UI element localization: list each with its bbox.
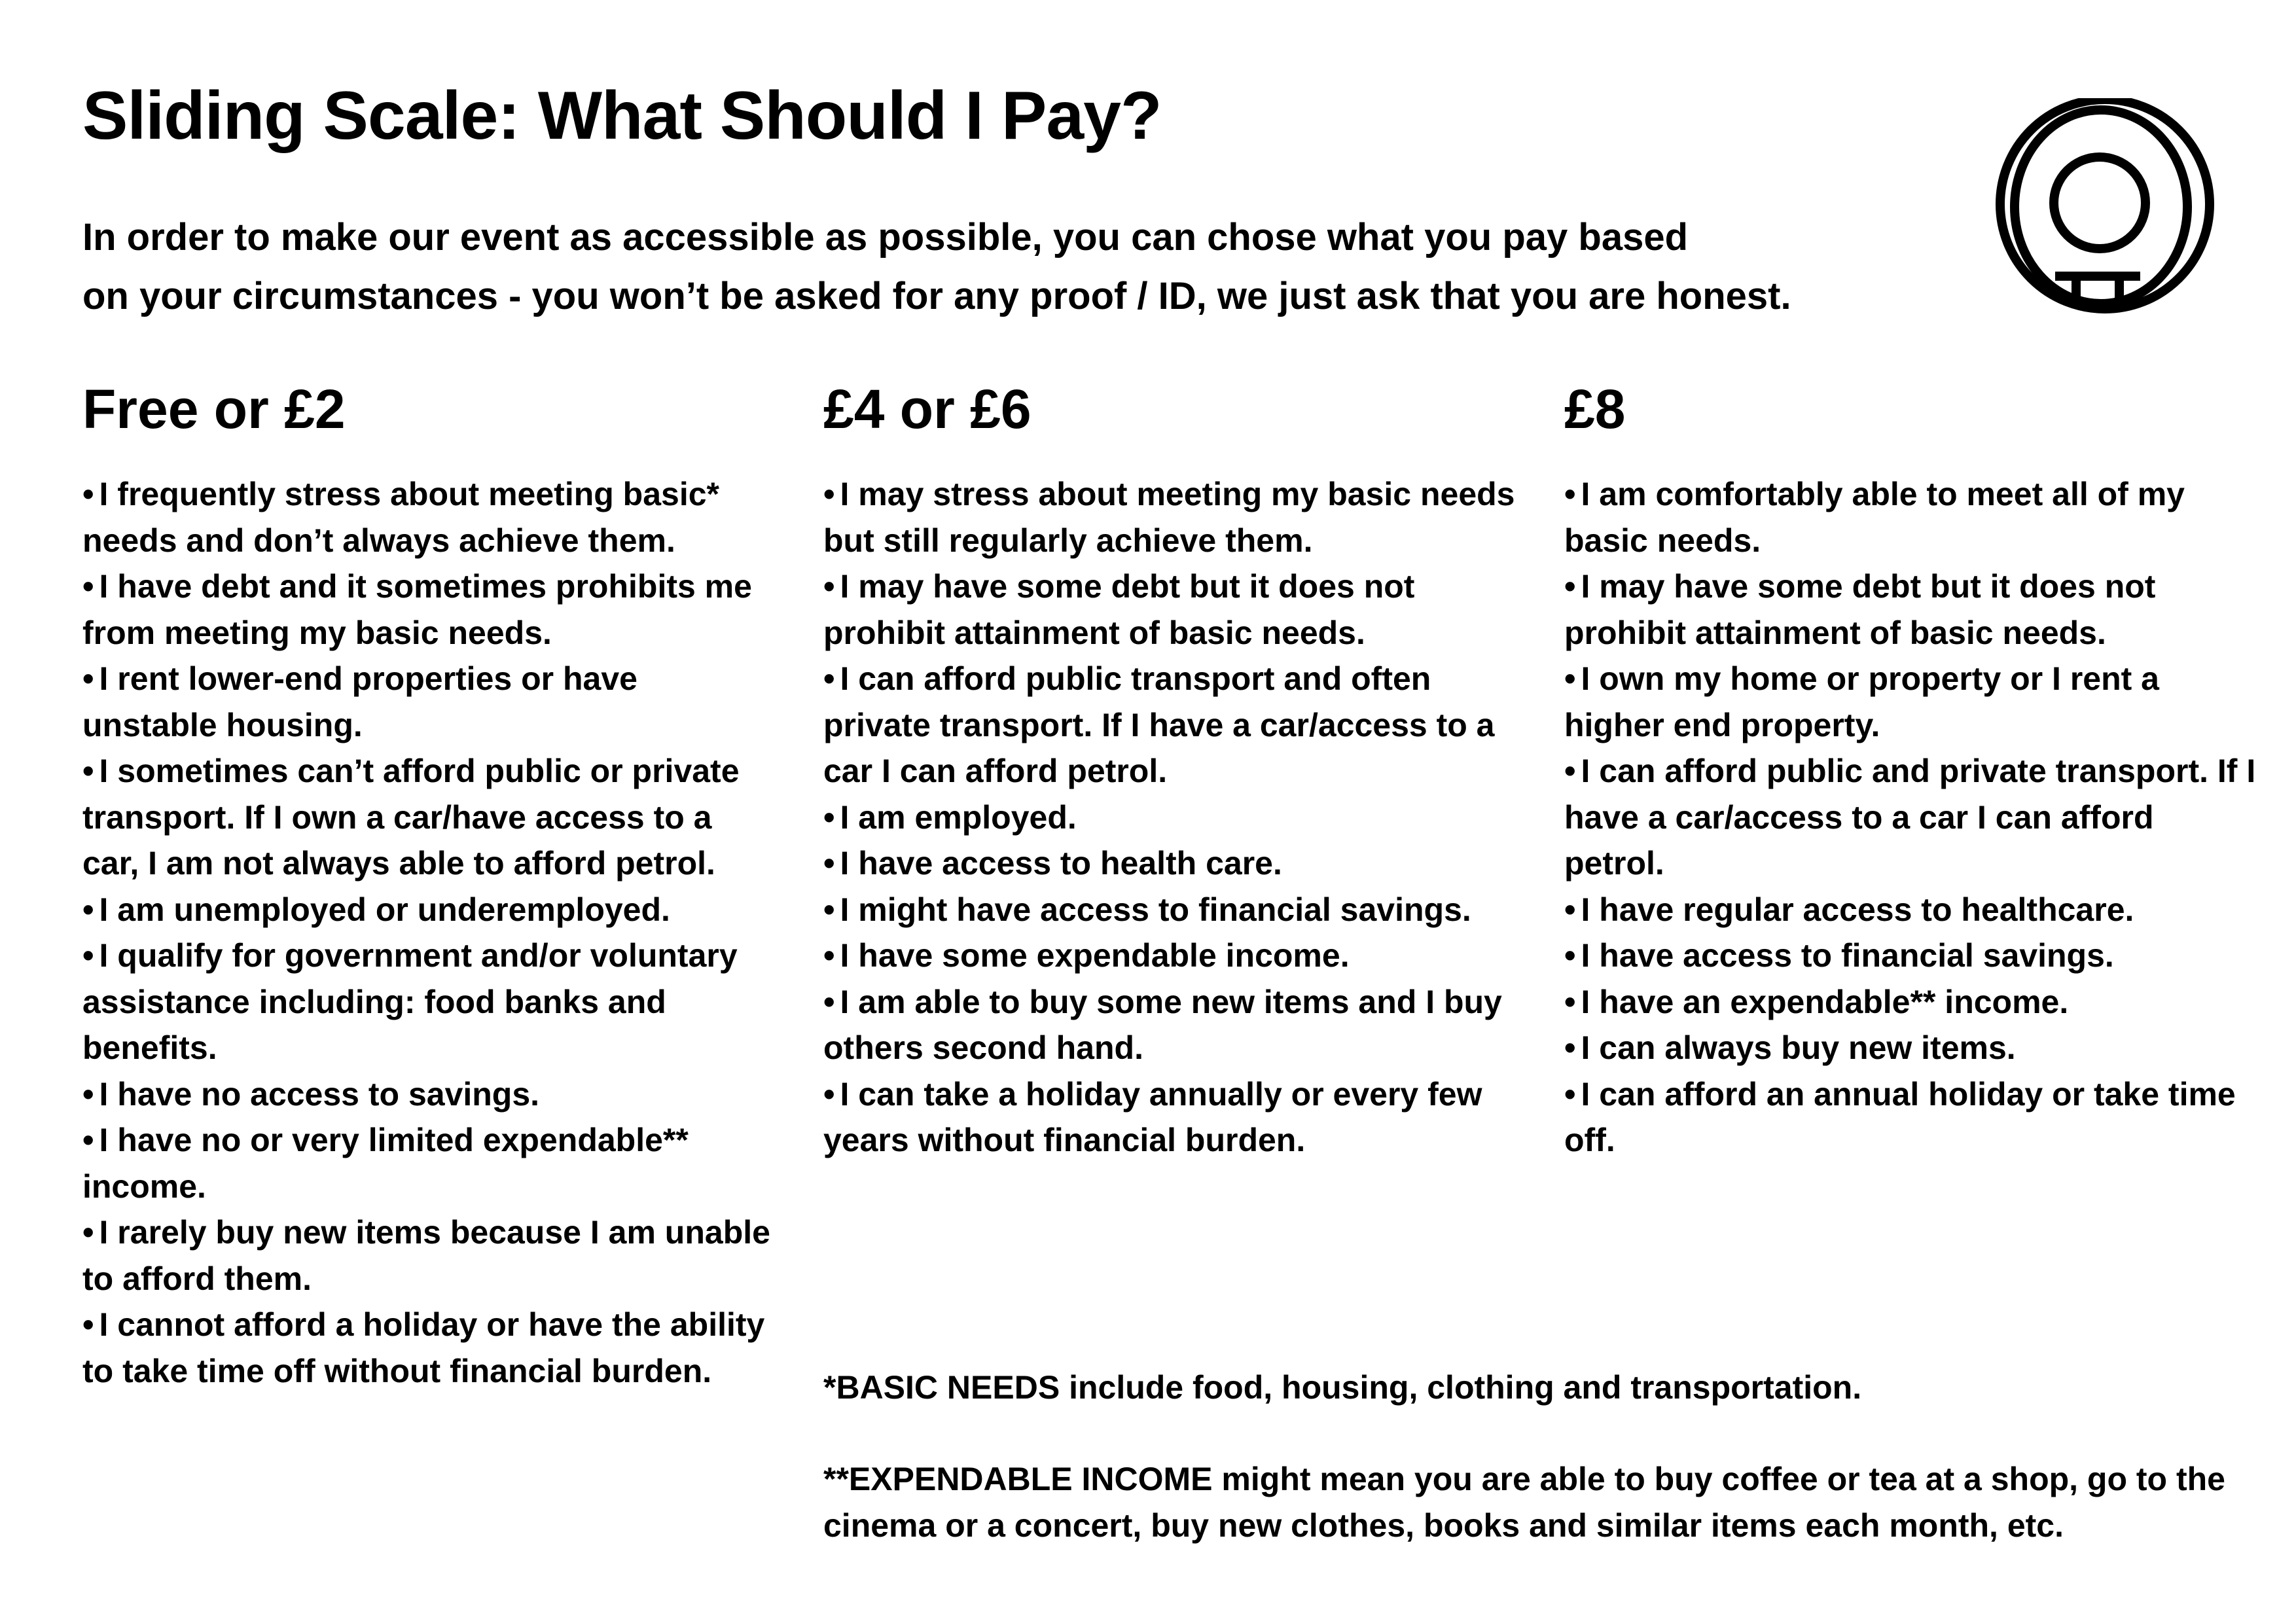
criteria-item	[1564, 887, 2258, 933]
bullet-icon: •	[823, 983, 835, 1020]
criteria-item	[823, 979, 1517, 1071]
criteria-text: I can always buy new items.	[1581, 1029, 2016, 1066]
criteria-text: I am employed.	[840, 798, 1077, 836]
criteria-item	[1564, 979, 2258, 1026]
criteria-text: I am unemployed or underemployed.	[99, 891, 670, 928]
bullet-icon: •	[1564, 753, 1576, 789]
intro-text	[82, 208, 1791, 326]
criteria-item	[823, 471, 1517, 563]
bullet-icon: •	[823, 568, 835, 605]
bullet-icon: •	[823, 937, 835, 974]
tier-criteria-list	[823, 471, 1517, 1164]
bullet-icon: •	[823, 798, 835, 836]
criteria-item	[1564, 1025, 2258, 1071]
criteria-text: I have access to financial savings.	[1581, 937, 2114, 974]
criteria-item	[1564, 1071, 2258, 1164]
criteria-text: I may stress about meeting my basic needs but still regularly achieve them.	[823, 476, 1515, 559]
criteria-item	[1564, 563, 2258, 656]
criteria-text: I frequently stress about meeting basic* needs and don’t always achieve them.	[82, 476, 720, 559]
criteria-text: I can afford public and private transport. If I have a car/access to a car I can afford petrol.	[1564, 753, 2256, 882]
footnote-basic-needs: *BASIC NEEDS include food, housing, clothing and transportation.	[823, 1369, 1862, 1406]
criteria-item	[82, 887, 776, 933]
bullet-icon: •	[1564, 983, 1576, 1020]
bullet-icon: •	[823, 660, 835, 697]
criteria-item	[82, 471, 776, 563]
criteria-text: I can take a holiday annually or every few years without financial burden.	[823, 1075, 1482, 1158]
bullet-icon: •	[82, 1075, 94, 1113]
criteria-item	[1564, 748, 2258, 887]
criteria-item	[82, 933, 776, 1071]
ring-logo-icon	[1990, 98, 2225, 321]
criteria-text: I have some expendable income.	[840, 937, 1350, 974]
criteria-text: I can afford an annual holiday or take time off.	[1564, 1075, 2236, 1158]
criteria-text: I rent lower-end properties or have unstable housing.	[82, 660, 637, 743]
bullet-icon: •	[82, 568, 94, 605]
criteria-item	[823, 563, 1517, 656]
bullet-icon: •	[823, 476, 835, 512]
tier-heading: Free or £2	[82, 378, 346, 440]
criteria-text: I own my home or property or I rent a higher end property.	[1564, 660, 2159, 743]
criteria-text: I am comfortably able to meet all of my basic needs.	[1564, 476, 2185, 559]
bullet-icon: •	[1564, 568, 1576, 605]
criteria-text: I qualify for government and/or voluntary assistance including: food banks and benefits.	[82, 937, 738, 1066]
criteria-text: I cannot afford a holiday or have the ability to take time off without financial burden.	[82, 1306, 765, 1389]
bullet-icon: •	[82, 1214, 94, 1251]
bullet-icon: •	[82, 476, 94, 512]
criteria-text: I have no access to savings.	[99, 1075, 540, 1113]
criteria-text: I am able to buy some new items and I buy others second hand.	[823, 983, 1502, 1066]
criteria-item	[82, 1209, 776, 1302]
criteria-text: I have an expendable** income.	[1581, 983, 2069, 1020]
bullet-icon: •	[82, 1306, 94, 1343]
bullet-icon: •	[1564, 1075, 1576, 1113]
intro-line: on your circumstances - you won’t be asked for any proof / ID, we just ask that you are honest.	[82, 275, 1791, 317]
intro-line: In order to make our event as accessible as possible, you can chose what you pay based	[82, 216, 1689, 259]
bullet-icon: •	[82, 660, 94, 697]
criteria-item	[82, 1302, 776, 1394]
criteria-text: I may have some debt but it does not prohibit attainment of basic needs.	[1564, 568, 2156, 651]
tier-heading: £4 or £6	[823, 378, 1031, 440]
tier-column-free-or-2	[82, 373, 776, 1394]
criteria-item	[82, 748, 776, 887]
tier-column-8	[1564, 373, 2258, 1164]
criteria-text: I might have access to financial savings.	[840, 891, 1471, 928]
bullet-icon: •	[82, 891, 94, 928]
criteria-text: I have debt and it sometimes prohibits me from meeting my basic needs.	[82, 568, 752, 651]
criteria-item	[823, 656, 1517, 794]
bullet-icon: •	[823, 845, 835, 882]
tier-heading: £8	[1564, 378, 1626, 440]
criteria-text: I sometimes can’t afford public or private transport. If I own a car/have access to a car, I am not always able to afford petrol.	[82, 753, 740, 882]
tier-criteria-list	[1564, 471, 2258, 1164]
bullet-icon: •	[82, 1122, 94, 1158]
bullet-icon: •	[1564, 937, 1576, 974]
criteria-item	[823, 840, 1517, 887]
bullet-icon: •	[82, 753, 94, 789]
criteria-text: I have regular access to healthcare.	[1581, 891, 2134, 928]
criteria-text: I have no or very limited expendable** income.	[82, 1122, 689, 1205]
tier-criteria-list	[82, 471, 776, 1394]
bullet-icon: •	[82, 937, 94, 974]
criteria-item	[82, 656, 776, 748]
criteria-text: I rarely buy new items because I am unable to afford them.	[82, 1214, 770, 1297]
criteria-text: I can afford public transport and often private transport. If I have a car/access to a car I can afford petrol.	[823, 660, 1495, 789]
criteria-text: I have access to health care.	[840, 845, 1282, 882]
bullet-icon: •	[823, 1075, 835, 1113]
criteria-item	[823, 1071, 1517, 1164]
page-title: Sliding Scale: What Should I Pay?	[82, 78, 1162, 154]
footnote-expendable-income: **EXPENDABLE INCOME might mean you are able to buy coffee or tea at a shop, go to the cinema or a concert, buy new clothes, books and similar items each month, etc.	[823, 1461, 2225, 1544]
criteria-item	[823, 794, 1517, 841]
bullet-icon: •	[823, 891, 835, 928]
criteria-item	[823, 933, 1517, 979]
tier-column-4-or-6	[823, 373, 1517, 1164]
criteria-item	[1564, 471, 2258, 563]
criteria-item	[82, 1071, 776, 1118]
bullet-icon: •	[1564, 1029, 1576, 1066]
criteria-text: I may have some debt but it does not prohibit attainment of basic needs.	[823, 568, 1415, 651]
criteria-item	[823, 887, 1517, 933]
bullet-icon: •	[1564, 660, 1576, 697]
criteria-item	[82, 563, 776, 656]
bullet-icon: •	[1564, 476, 1576, 512]
bullet-icon: •	[1564, 891, 1576, 928]
criteria-item	[82, 1117, 776, 1209]
criteria-item	[1564, 933, 2258, 979]
criteria-item	[1564, 656, 2258, 748]
